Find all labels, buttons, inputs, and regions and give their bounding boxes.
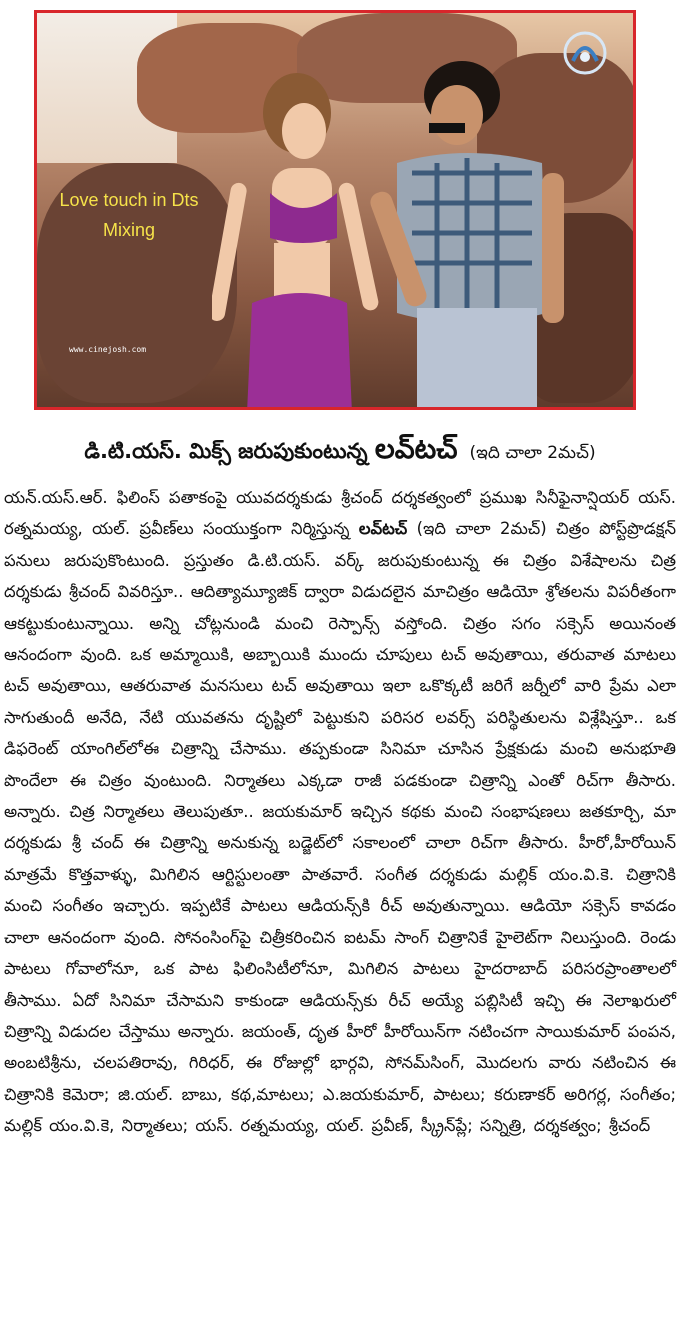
article-text-part-1: యన్.యస్.ఆర్. ఫిలింస్ పతాకంపై యువదర్శకుడు శ్రీచంద్ దర్శకత్వంలో ప్రముఖ సినీఫైనాన్షియర్ యస్. రత్నమయ్య, యల్. ప్రవీణ్‌లు సంయుక్తంగా నిర్మిస్తున్న [4,488,676,539]
caption-line-2: Mixing [102,220,155,240]
caption-line-1: Love touch in Dts [59,190,199,210]
photo-caption [49,185,209,245]
article-text-part-2: (ఇది చాలా 2మచ్) చిత్రం పోస్ట్‌ప్రొడక్షన్ పనులు జరుపుకొంటుంది. ప్రస్తుతం డి.టి.యస్. వర్క్ జరుపుకుంటున్న ఈ చిత్రం విశేషాలను చిత్ర దర్శకుడు శ్రీచంద్ వివరిస్తూ.. ఆదిత్యామ్యూజిక్ ద్వారా విడుదలైన మాచిత్రం ఆడియో శ్రోతలను విపరీతంగా ఆకట్టుకుంటున్నాయి. అన్ని చోట్లనుండి మంచి రెస్పాన్స్ వస్తోంది. చిత్రం సగం సక్సెస్ అయినంత ఆనందంగా వుంది. ఒక అమ్మాయికి, అబ్బాయికి ముందు చూపులు టచ్ అవుతాయి, తరువాత మాటలు టచ్ అవుతాయి, ఆతరువాత మనసులు టచ్ అవుతాయి ఇలా ఒకొక్కటీ జరిగే జర్నీలో వారి ప్రేమ ఎలా సాగుతుందీ అనేది, నేటి యువతను దృష్టిలో పెట్టుకుని పరిసర లవర్స్ పరిస్థితులను విశ్లేషిస్తూ.. ఒక డిఫరెంట్ యాంగిల్‌లోఈ చిత్రాన్ని చేసాము. తప్పకుండా సినిమా చూసిన ప్రేక్షకుడు మంచి అనుభూతి పొందేలా ఈ చిత్రం వుంటుంది. నిర్మాతలు ఎక్కడా రాజీ పడకుండా చిత్రాన్ని ఎంతో రిచ్‌గా తీసారు. అన్నారు. చిత్ర నిర్మాతలు తెలుపుతూ.. జయకుమార్ ఇచ్చిన కథకు మంచి సంభాషణలు జతకూర్చి, మా దర్శకుడు శ్రీ చంద్ ఈ చిత్రాన్ని అనుకున్న బడ్జెట్‌లో సకాలంలో చాలా రిచ్‌గా తీసారు. హీరో,హీరోయిన్ మాత్రమే కొత్తవాళ్ళు, మిగిలిన ఆర్టిస్టులంతా పాతవారే. సంగీత దర్శకుడు మల్లిక్ యం.వి.కె. చిత్రానికి మంచి సంగీతం ఇచ్చారు. ఇప్పటికే పాటలు ఆడియన్స్‌కి రీచ్ అవుతున్నాయి. ఆడియో సక్సెస్ కావడం చాలా ఆనందంగా వుంది. సోనంసింగ్‌పై చిత్రీకరించిన ఐటమ్ సాంగ్ చిత్రానికే హైలెట్‌గా నిలుస్తుంది. రెండు పాటలు గోవాలోనూ, ఒక పాట ఫిలింసిటీలోనూ, మిగిలిన పాటలు హైదరాబాద్ పరిసరప్రాంతాలలో తీసాము. ఏదో సినిమా చేసామని కాకుండా ఆడియన్స్‌కు రీచ్ అయ్యే పబ్లిసిటీ ఇచ్చి ఈ నెలాఖరులో చిత్రాన్ని విడుదల చేస్తాము అన్నారు. జయంత్, దృత హీరో హీరోయిన్‌గా నటించగా సాయికుమార్ పంపన, అంబటిశ్రీను, చలపతిరావు, గిరిధర్, ఈ రోజుల్లో భార్గవి, సోనమ్‌సింగ్, మొదలగు వారు నటించిన ఈ చిత్రానికి కెమెరా; జి.యల్. బాబు, కథ,మాటలు; ఎ.జయకుమార్, పాటలు; కరుణాకర్ అరిగర్ల, సంగీతం; మల్లిక్ యం.వి.కె, నిర్మాతలు; యస్. రత్నమయ్య, యల్. ప్రవీణ్, స్క్రీన్‌ప్లే; సన్నిత్రి, దర్శకత్వం; శ్రీచంద్ [4,519,676,1136]
movie-still-photo [34,10,636,410]
actor-figure [357,53,587,410]
photo-watermark: www.cinejosh.com [69,345,147,354]
cinejosh-logo-icon [563,31,607,75]
article-bold-title: లవ్‌టచ్ [358,519,408,539]
headline-title: లవ్‌టచ్ [374,432,458,465]
article-body [4,482,676,1142]
headline-prefix: డి.టి.యస్. మిక్స్ జరుపుకుంటున్న [84,439,375,463]
article-headline [0,432,680,472]
headline-subtitle: (ఇది చాలా 2మచ్) [469,443,596,463]
